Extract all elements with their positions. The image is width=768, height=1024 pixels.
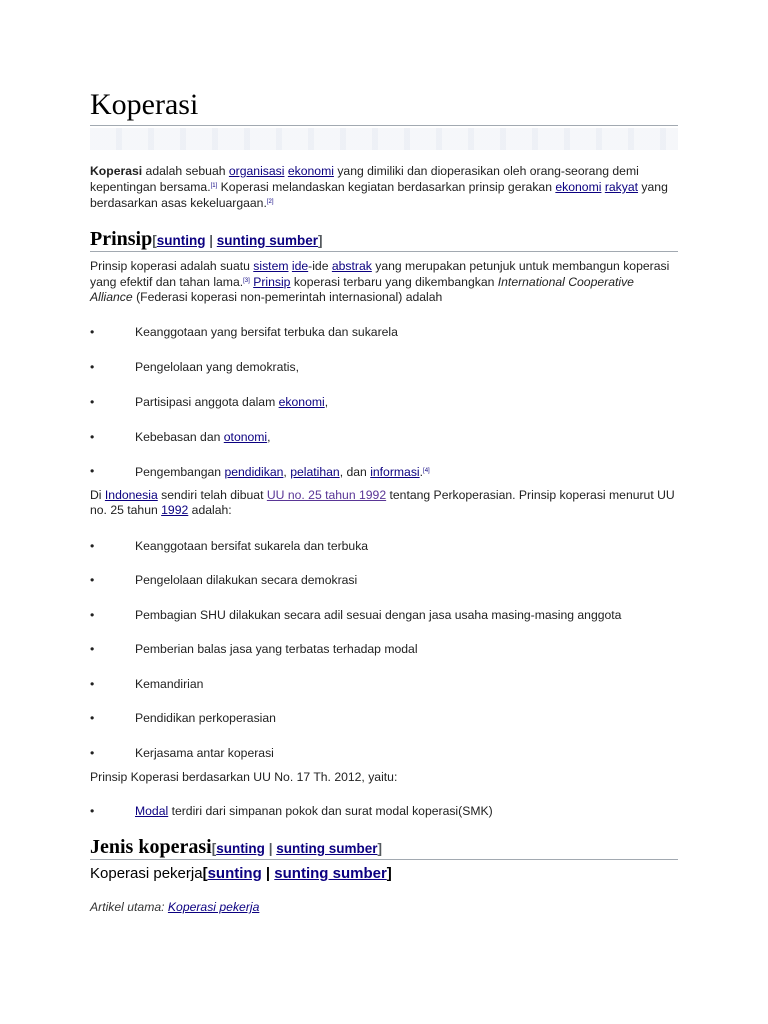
edit-source-link[interactable]: sunting sumber (216, 233, 319, 248)
text: sendiri telah dibuat (157, 488, 267, 502)
bullet-icon: • (90, 677, 95, 691)
edit-link[interactable]: sunting (207, 865, 262, 882)
list-item-text (135, 804, 493, 819)
intro-text: yang berdasarkan asas kekeluargaan. (90, 180, 668, 210)
text: koperasi terbaru yang dikembangkan (290, 275, 498, 289)
heading-text: Prinsip (90, 228, 153, 250)
link-pendidikan[interactable]: pendidikan (224, 465, 284, 479)
intro-bold-term: Koperasi (90, 164, 143, 178)
link-ekonomi[interactable]: ekonomi (287, 164, 334, 178)
ref-4[interactable]: [4] (423, 468, 430, 474)
text: Pengembangan (135, 465, 225, 479)
bullet-icon: • (90, 395, 95, 409)
list-item-text: Pengelolaan yang demokratis, (135, 360, 299, 374)
list-item-text: Keanggotaan bersifat sukarela dan terbuka (135, 539, 369, 553)
bracket: [ (202, 865, 208, 882)
prinsip-paragraph-3: Prinsip Koperasi berdasarkan UU No. 17 Th. 2012, yaitu: (90, 770, 398, 784)
bullet-icon: • (90, 573, 95, 587)
list-item-text (135, 464, 430, 480)
bullet-icon: • (90, 608, 95, 622)
section-divider (90, 251, 678, 252)
text: , dan (339, 465, 371, 479)
list-item-text: Pemberian balas jasa yang terbatas terhadap modal (135, 642, 418, 656)
bullet-icon: • (90, 804, 95, 818)
bracket: ] (377, 841, 382, 856)
edit-links (212, 841, 382, 856)
text: . (419, 465, 424, 479)
edit-link[interactable]: sunting (156, 233, 206, 248)
main-article-hatnote (90, 900, 259, 914)
prinsip-paragraph-2 (90, 488, 678, 518)
text: Prinsip koperasi adalah suatu (90, 259, 254, 273)
ref-2[interactable]: [2] (266, 199, 274, 205)
link-uu-25-1992[interactable]: UU no. 25 tahun 1992 (266, 488, 387, 502)
list-item-text: Pengelolaan dilakukan secara demokrasi (135, 573, 358, 587)
bracket: [ (211, 841, 217, 856)
text: terdiri dari simpanan pokok dan surat modal koperasi(SMK) (168, 804, 493, 818)
text: adalah: (188, 503, 232, 517)
list-item-text: Kerjasama antar koperasi (135, 746, 274, 760)
text: Kebebasan dan (135, 430, 224, 444)
separator: | (205, 233, 217, 248)
intro-text: Koperasi melandaskan kegiatan berdasarkan prinsip gerakan (217, 180, 556, 194)
intro-text: adalah sebuah (142, 164, 229, 178)
page-title: Koperasi (90, 88, 199, 121)
list-item-text (135, 395, 328, 410)
link-ide[interactable]: ide (291, 259, 309, 273)
link-sistem[interactable]: sistem (253, 259, 289, 273)
prinsip-paragraph-1 (90, 259, 678, 305)
link-koperasi-pekerja[interactable]: Koperasi pekerja (167, 900, 260, 914)
section-heading-prinsip (90, 228, 323, 251)
edit-source-link[interactable]: sunting sumber (276, 841, 378, 856)
bullet-icon: • (90, 430, 95, 444)
intro-text: yang dimiliki dan dioperasikan oleh orang-seorang demi kepentingan bersama. (90, 164, 639, 194)
link-rakyat[interactable]: rakyat (604, 180, 639, 194)
list-item-text: Pembagian SHU dilakukan secara adil sesuai dengan jasa usaha masing-masing anggota (135, 608, 622, 622)
subsection-heading-koperasi-pekerja (90, 865, 392, 882)
faded-subtitle-bar (90, 128, 678, 150)
link-informasi[interactable]: informasi (370, 465, 420, 479)
link-1992[interactable]: 1992 (161, 503, 189, 517)
edit-link[interactable]: sunting (216, 841, 265, 856)
heading-text: Koperasi pekerja (90, 865, 203, 882)
bracket: ] (318, 233, 323, 248)
link-organisasi[interactable]: organisasi (228, 164, 285, 178)
text: Di (90, 488, 105, 502)
bullet-icon: • (90, 464, 95, 478)
ref-1[interactable]: [1] (210, 183, 218, 189)
list-item-text: Keanggotaan yang bersifat terbuka dan sukarela (135, 325, 398, 339)
text: tentang Perkoperasian. Prinsip koperasi menurut UU no. 25 tahun (90, 488, 675, 517)
intro-paragraph (90, 164, 678, 211)
text: (Federasi koperasi non-pemerintah internasional) adalah (132, 290, 443, 304)
section-heading-jenis-koperasi (90, 836, 382, 859)
bracket: [ (152, 233, 157, 248)
edit-source-link[interactable]: sunting sumber (274, 865, 387, 882)
list-item-text (135, 430, 271, 445)
ica-name: International Cooperative Alliance (90, 275, 634, 304)
bullet-icon: • (90, 539, 95, 553)
heading-text: Jenis koperasi (90, 836, 212, 858)
separator: | (264, 841, 277, 856)
link-modal[interactable]: Modal (135, 804, 169, 818)
link-prinsip[interactable]: Prinsip (253, 275, 291, 289)
bullet-icon: • (90, 746, 95, 760)
bracket: ] (386, 865, 392, 882)
bullet-icon: • (90, 642, 95, 656)
text: yang merupakan petunjuk untuk membangun koperasi yang efektif dan tahan lama. (90, 259, 670, 289)
separator: | (261, 865, 275, 882)
link-indonesia[interactable]: Indonesia (104, 488, 158, 502)
link-otonomi[interactable]: otonomi (223, 430, 268, 444)
list-item-text: Pendidikan perkoperasian (135, 711, 276, 725)
text: , (267, 430, 271, 444)
text: , (283, 465, 291, 479)
link-abstrak[interactable]: abstrak (331, 259, 372, 273)
bullet-icon: • (90, 360, 95, 374)
section-divider (90, 859, 678, 860)
text: -ide (308, 259, 332, 273)
title-divider (90, 125, 678, 126)
link-ekonomi-2[interactable]: ekonomi (555, 180, 602, 194)
text: Partisipasi anggota dalam (135, 395, 279, 409)
link-ekonomi-3[interactable]: ekonomi (278, 395, 325, 409)
ref-3[interactable]: [3] (243, 278, 250, 284)
edit-links (152, 233, 322, 248)
link-pelatihan[interactable]: pelatihan (290, 465, 340, 479)
hatnote-label: Artikel utama: (90, 900, 168, 914)
text: , (324, 395, 329, 409)
list-item-text: Kemandirian (135, 677, 204, 691)
bullet-icon: • (90, 711, 95, 725)
bullet-icon: • (90, 325, 95, 339)
